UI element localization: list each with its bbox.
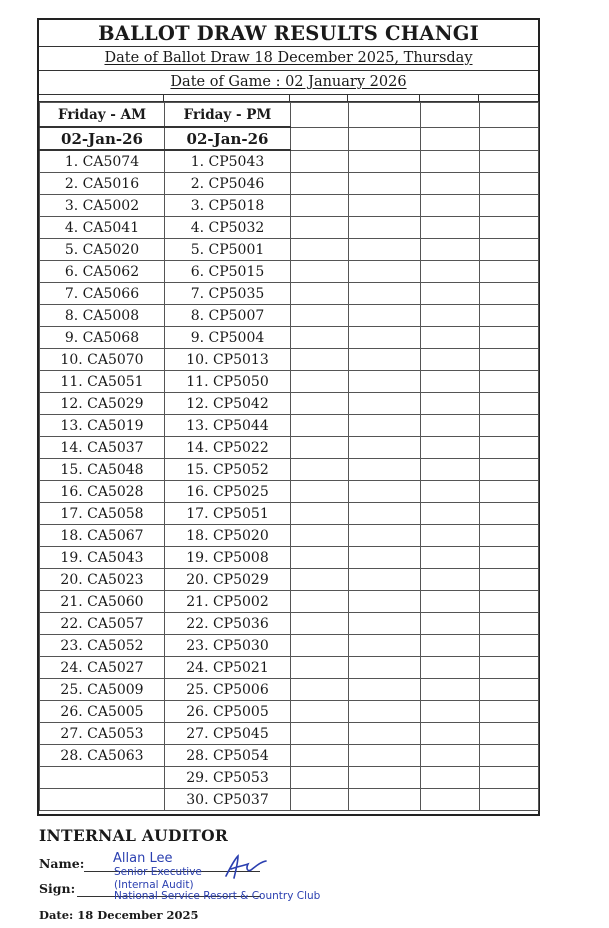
empty-cell <box>480 569 539 591</box>
pm-entry-cell: 16. CP5025 <box>165 481 291 503</box>
table-row <box>40 261 539 283</box>
am-entry-cell: 5. CA5020 <box>40 239 165 261</box>
empty-cell <box>349 173 421 195</box>
empty-cell <box>291 767 349 789</box>
game-date-text: Date of Game : 02 January 2026 <box>170 74 407 90</box>
empty-cell <box>421 393 480 415</box>
empty-cell <box>291 525 349 547</box>
empty-cell <box>349 415 421 437</box>
am-entry-cell <box>40 789 165 811</box>
empty-cell <box>291 437 349 459</box>
pm-entry-cell: 15. CP5052 <box>165 459 291 481</box>
empty-cell <box>480 437 539 459</box>
table-row <box>40 217 539 239</box>
name-label: Name: <box>39 856 85 871</box>
empty-cell <box>349 789 421 811</box>
table-row <box>40 393 539 415</box>
am-entry-cell: 21. CA5060 <box>40 591 165 613</box>
empty-cell <box>480 103 539 128</box>
empty-cell <box>421 503 480 525</box>
empty-cell <box>421 679 480 701</box>
empty-cell <box>480 679 539 701</box>
am-entry-cell: 17. CA5058 <box>40 503 165 525</box>
pm-entry-cell: 10. CP5013 <box>165 349 291 371</box>
table-row <box>40 547 539 569</box>
am-entry-cell: 19. CA5043 <box>40 547 165 569</box>
empty-cell <box>421 767 480 789</box>
ballot-results-sheet <box>37 18 540 816</box>
empty-cell <box>291 103 349 128</box>
draw-date-line <box>39 47 538 71</box>
am-entry-cell: 13. CA5019 <box>40 415 165 437</box>
column-header-pm: Friday - PM <box>165 103 291 128</box>
empty-cell <box>421 150 480 173</box>
empty-cell <box>349 569 421 591</box>
empty-cell <box>349 371 421 393</box>
table-row <box>40 525 539 547</box>
divider-tick <box>163 95 164 102</box>
am-entry-cell: 7. CA5066 <box>40 283 165 305</box>
empty-cell <box>421 371 480 393</box>
empty-cell <box>349 195 421 217</box>
empty-cell <box>291 635 349 657</box>
empty-cell <box>349 635 421 657</box>
column-date-am: 02-Jan-26 <box>40 127 165 150</box>
pm-entry-cell: 8. CP5007 <box>165 305 291 327</box>
empty-cell <box>421 591 480 613</box>
divider-tick <box>419 95 420 102</box>
table-row <box>40 195 539 217</box>
results-table <box>39 102 539 811</box>
empty-cell <box>480 327 539 349</box>
stamp-name: Allan Lee <box>113 851 173 866</box>
pm-entry-cell: 4. CP5032 <box>165 217 291 239</box>
empty-cell <box>480 393 539 415</box>
table-row <box>40 679 539 701</box>
empty-cell <box>349 503 421 525</box>
empty-cell <box>291 701 349 723</box>
table-row <box>40 723 539 745</box>
empty-cell <box>349 767 421 789</box>
empty-cell <box>480 415 539 437</box>
empty-cell <box>291 371 349 393</box>
table-row <box>40 613 539 635</box>
empty-cell <box>291 503 349 525</box>
session-date-row <box>40 127 539 150</box>
am-entry-cell: 18. CA5067 <box>40 525 165 547</box>
table-row <box>40 415 539 437</box>
pm-entry-cell: 7. CP5035 <box>165 283 291 305</box>
am-entry-cell: 23. CA5052 <box>40 635 165 657</box>
empty-cell <box>349 127 421 150</box>
empty-cell <box>349 745 421 767</box>
empty-cell <box>291 723 349 745</box>
draw-date-text: Date of Ballot Draw 18 December 2025, Thursday <box>104 50 473 66</box>
am-entry-cell: 14. CA5037 <box>40 437 165 459</box>
empty-cell <box>291 239 349 261</box>
empty-cell <box>291 657 349 679</box>
empty-cell <box>421 217 480 239</box>
empty-cell <box>349 723 421 745</box>
empty-cell <box>421 459 480 481</box>
pm-entry-cell: 30. CP5037 <box>165 789 291 811</box>
empty-cell <box>291 283 349 305</box>
column-date-pm: 02-Jan-26 <box>165 127 291 150</box>
table-row <box>40 371 539 393</box>
table-row <box>40 327 539 349</box>
empty-cell <box>421 305 480 327</box>
empty-cell <box>480 349 539 371</box>
empty-cell <box>291 481 349 503</box>
am-entry-cell: 27. CA5053 <box>40 723 165 745</box>
divider-tick <box>289 95 290 102</box>
pm-entry-cell: 11. CP5050 <box>165 371 291 393</box>
empty-cell <box>480 305 539 327</box>
empty-cell <box>349 150 421 173</box>
am-entry-cell: 26. CA5005 <box>40 701 165 723</box>
pm-entry-cell: 20. CP5029 <box>165 569 291 591</box>
pm-entry-cell: 28. CP5054 <box>165 745 291 767</box>
pm-entry-cell: 9. CP5004 <box>165 327 291 349</box>
empty-cell <box>480 195 539 217</box>
pm-entry-cell: 24. CP5021 <box>165 657 291 679</box>
table-row <box>40 150 539 173</box>
table-row <box>40 701 539 723</box>
pm-entry-cell: 14. CP5022 <box>165 437 291 459</box>
empty-cell <box>421 437 480 459</box>
am-entry-cell: 4. CA5041 <box>40 217 165 239</box>
empty-cell <box>480 503 539 525</box>
empty-cell <box>421 657 480 679</box>
empty-cell <box>480 789 539 811</box>
pm-entry-cell: 21. CP5002 <box>165 591 291 613</box>
empty-cell <box>480 481 539 503</box>
empty-cell <box>421 613 480 635</box>
stamp-organization: National Service Resort & Country Club <box>114 890 321 902</box>
empty-cell <box>349 657 421 679</box>
pm-entry-cell: 3. CP5018 <box>165 195 291 217</box>
empty-cell <box>421 103 480 128</box>
table-row <box>40 459 539 481</box>
divider-tick <box>347 95 348 102</box>
empty-cell <box>421 415 480 437</box>
empty-cell <box>480 127 539 150</box>
empty-cell <box>291 459 349 481</box>
am-entry-cell: 9. CA5068 <box>40 327 165 349</box>
pm-entry-cell: 17. CP5051 <box>165 503 291 525</box>
empty-cell <box>349 103 421 128</box>
empty-cell <box>480 283 539 305</box>
empty-cell <box>349 217 421 239</box>
empty-cell <box>291 569 349 591</box>
empty-cell <box>349 393 421 415</box>
empty-cell <box>421 525 480 547</box>
pm-entry-cell: 5. CP5001 <box>165 239 291 261</box>
empty-cell <box>349 261 421 283</box>
empty-cell <box>349 481 421 503</box>
session-header-row <box>40 103 539 128</box>
table-row <box>40 173 539 195</box>
empty-cell <box>291 745 349 767</box>
empty-cell <box>291 789 349 811</box>
table-row <box>40 437 539 459</box>
am-entry-cell: 20. CA5023 <box>40 569 165 591</box>
table-row <box>40 789 539 811</box>
empty-cell <box>349 283 421 305</box>
empty-cell <box>291 261 349 283</box>
table-row <box>40 349 539 371</box>
empty-cell <box>480 261 539 283</box>
table-row <box>40 503 539 525</box>
am-entry-cell: 24. CA5027 <box>40 657 165 679</box>
empty-cell <box>480 239 539 261</box>
empty-cell <box>291 591 349 613</box>
sheet-title: BALLOT DRAW RESULTS CHANGI <box>39 20 538 47</box>
empty-cell <box>480 745 539 767</box>
am-entry-cell: 25. CA5009 <box>40 679 165 701</box>
pm-entry-cell: 27. CP5045 <box>165 723 291 745</box>
pm-entry-cell: 26. CP5005 <box>165 701 291 723</box>
am-entry-cell: 6. CA5062 <box>40 261 165 283</box>
empty-cell <box>480 459 539 481</box>
pm-entry-cell: 25. CP5006 <box>165 679 291 701</box>
empty-cell <box>421 195 480 217</box>
column-header-am: Friday - AM <box>40 103 165 128</box>
empty-cell <box>349 239 421 261</box>
audit-date: Date: 18 December 2025 <box>39 908 199 922</box>
empty-cell <box>291 547 349 569</box>
empty-cell <box>480 613 539 635</box>
am-entry-cell: 11. CA5051 <box>40 371 165 393</box>
empty-cell <box>421 261 480 283</box>
empty-cell <box>421 127 480 150</box>
empty-cell <box>349 459 421 481</box>
internal-auditor-section <box>39 826 439 845</box>
am-entry-cell: 12. CA5029 <box>40 393 165 415</box>
empty-cell <box>291 415 349 437</box>
am-entry-cell: 15. CA5048 <box>40 459 165 481</box>
empty-cell <box>480 547 539 569</box>
table-row <box>40 305 539 327</box>
pm-entry-cell: 2. CP5046 <box>165 173 291 195</box>
sign-label: Sign: <box>39 881 76 896</box>
am-entry-cell: 22. CA5057 <box>40 613 165 635</box>
empty-cell <box>291 613 349 635</box>
empty-cell <box>349 591 421 613</box>
empty-cell <box>291 327 349 349</box>
table-row <box>40 767 539 789</box>
empty-cell <box>480 217 539 239</box>
empty-cell <box>291 150 349 173</box>
empty-cell <box>349 547 421 569</box>
empty-cell <box>421 283 480 305</box>
divider-tick <box>478 95 479 102</box>
pm-entry-cell: 23. CP5030 <box>165 635 291 657</box>
auditor-heading: INTERNAL AUDITOR <box>39 826 229 845</box>
results-table-body <box>40 103 539 811</box>
empty-cell <box>480 635 539 657</box>
empty-cell <box>421 547 480 569</box>
empty-cell <box>421 239 480 261</box>
empty-cell <box>291 217 349 239</box>
empty-cell <box>480 657 539 679</box>
empty-cell <box>291 679 349 701</box>
empty-cell <box>480 371 539 393</box>
stamp-title: Senior Executive <box>114 866 202 878</box>
empty-cell <box>291 173 349 195</box>
stamp-department: (Internal Audit) <box>114 879 194 891</box>
auditor-signature <box>222 852 270 882</box>
empty-cell <box>349 349 421 371</box>
empty-cell <box>421 349 480 371</box>
results-grid <box>39 102 538 811</box>
empty-cell <box>480 150 539 173</box>
table-row <box>40 591 539 613</box>
empty-cell <box>421 173 480 195</box>
table-row <box>40 569 539 591</box>
table-row <box>40 635 539 657</box>
table-row <box>40 745 539 767</box>
empty-cell <box>421 635 480 657</box>
empty-cell <box>291 349 349 371</box>
am-entry-cell: 28. CA5063 <box>40 745 165 767</box>
empty-cell <box>349 679 421 701</box>
empty-cell <box>349 305 421 327</box>
table-row <box>40 239 539 261</box>
am-entry-cell: 1. CA5074 <box>40 150 165 173</box>
empty-cell <box>349 437 421 459</box>
empty-cell <box>421 701 480 723</box>
am-entry-cell: 3. CA5002 <box>40 195 165 217</box>
empty-cell <box>421 789 480 811</box>
empty-cell <box>480 767 539 789</box>
empty-cell <box>480 723 539 745</box>
table-row <box>40 481 539 503</box>
empty-cell <box>421 327 480 349</box>
empty-cell <box>421 745 480 767</box>
empty-cell <box>421 569 480 591</box>
empty-cell <box>349 525 421 547</box>
empty-cell <box>349 327 421 349</box>
pm-entry-cell: 19. CP5008 <box>165 547 291 569</box>
empty-cell <box>291 127 349 150</box>
empty-cell <box>421 723 480 745</box>
empty-cell <box>291 195 349 217</box>
am-entry-cell: 2. CA5016 <box>40 173 165 195</box>
empty-cell <box>421 481 480 503</box>
empty-cell <box>480 701 539 723</box>
game-date-line <box>39 71 538 95</box>
empty-cell <box>480 591 539 613</box>
empty-cell <box>291 305 349 327</box>
empty-cell <box>480 173 539 195</box>
am-entry-cell <box>40 767 165 789</box>
pm-entry-cell: 22. CP5036 <box>165 613 291 635</box>
table-row <box>40 283 539 305</box>
am-entry-cell: 10. CA5070 <box>40 349 165 371</box>
empty-cell <box>349 613 421 635</box>
pm-entry-cell: 12. CP5042 <box>165 393 291 415</box>
empty-cell <box>349 701 421 723</box>
pm-entry-cell: 6. CP5015 <box>165 261 291 283</box>
pm-entry-cell: 18. CP5020 <box>165 525 291 547</box>
table-row <box>40 657 539 679</box>
empty-cell <box>480 525 539 547</box>
pm-entry-cell: 1. CP5043 <box>165 150 291 173</box>
pm-entry-cell: 13. CP5044 <box>165 415 291 437</box>
empty-cell <box>291 393 349 415</box>
am-entry-cell: 16. CA5028 <box>40 481 165 503</box>
am-entry-cell: 8. CA5008 <box>40 305 165 327</box>
pm-entry-cell: 29. CP5053 <box>165 767 291 789</box>
